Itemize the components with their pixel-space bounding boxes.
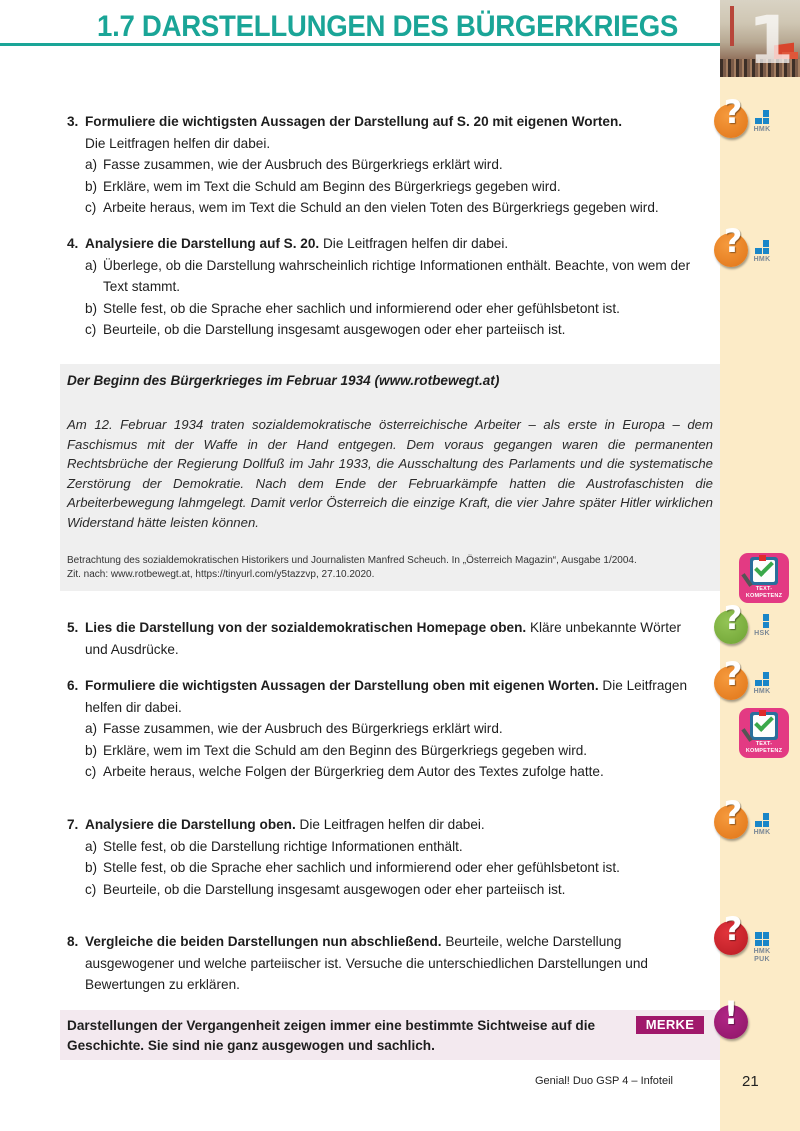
source-title: Der Beginn des Bürgerkrieges im Februar 1934 (www.rotbewegt.at) bbox=[67, 373, 500, 388]
subtask-text: Stelle fest, ob die Sprache eher sachlich und informierend oder eher gefühlsbetont ist. bbox=[103, 300, 620, 316]
competence-label: HMK bbox=[753, 256, 771, 263]
subtask-text: Überlege, ob die Darstellung wahrscheinlich richtige Informationen enthält. Beachte, von wem der Text stammt. bbox=[103, 257, 691, 294]
source-citation bbox=[67, 554, 713, 582]
question-glyph: ? bbox=[723, 93, 743, 131]
subtask-text: Stelle fest, ob die Darstellung richtige Informationen enthält. bbox=[103, 838, 463, 854]
task-instruction: Vergleiche die beiden Darstellungen nun abschließend. bbox=[85, 934, 442, 949]
exclamation-icon bbox=[714, 994, 748, 1039]
page-title: 1.7 DARSTELLUNGEN DES BÜRGERKRIEGS bbox=[97, 10, 679, 43]
subtask bbox=[67, 857, 707, 879]
question-icon bbox=[714, 222, 748, 267]
task-6 bbox=[67, 675, 707, 783]
subtask bbox=[67, 879, 707, 901]
question-icon bbox=[714, 910, 748, 955]
bookmark-icon bbox=[759, 555, 766, 561]
subtask bbox=[67, 718, 707, 740]
subtask-text: Beurteile, ob die Darstellung insgesamt ausgewogen oder eher parteiisch ist. bbox=[103, 881, 566, 897]
question-icon bbox=[714, 794, 748, 839]
task-note: Die Leitfragen helfen dir dabei. bbox=[299, 817, 485, 832]
subtask bbox=[67, 761, 707, 783]
subtask-text: Erkläre, wem im Text die Schuld am Beginn des Bürgerkriegs gegeben wird. bbox=[103, 178, 561, 194]
citation-line: Betrachtung des sozialdemokratischen Historikers und Journalisten Manfred Scheuch. In „Österreich Magazin“, Ausgabe 1/2004. bbox=[67, 555, 637, 566]
subtask-letter: c) bbox=[85, 200, 97, 215]
question-glyph: ? bbox=[723, 599, 743, 637]
subtask bbox=[67, 836, 707, 858]
competence-hmk-icon bbox=[745, 240, 779, 264]
competence-label: HMK bbox=[753, 829, 771, 836]
citation-line: Zit. nach: www.rotbewegt.at, https://tinyurl.com/y5tazzvp, 27.10.2020. bbox=[67, 569, 375, 580]
question-icon bbox=[714, 655, 748, 700]
text-competence-label: TEXT-KOMPETENZ bbox=[745, 586, 783, 599]
chapter-header-image bbox=[720, 0, 800, 77]
flag-pole-decoration bbox=[730, 6, 734, 46]
subtask bbox=[67, 255, 707, 298]
task-note: Die Leitfragen helfen dir dabei. bbox=[322, 236, 509, 251]
task-number: 5. bbox=[67, 620, 79, 635]
text-competence-icon bbox=[739, 553, 789, 603]
subtask-letter: a) bbox=[85, 838, 98, 854]
text-competence-label: TEXT-KOMPETENZ bbox=[745, 741, 783, 754]
subtask-text: Fasse zusammen, wie der Ausbruch des Bürgerkriegs erklärt wird. bbox=[103, 721, 503, 736]
competence-hsk-icon bbox=[745, 614, 779, 638]
subtask-text: Arbeite heraus, welche Folgen der Bürgerkrieg dem Autor des Textes zufolge hatte. bbox=[103, 764, 604, 779]
task-number: 7. bbox=[67, 817, 79, 832]
subtask-text: Erkläre, wem im Text die Schuld am den Beginn des Bürgerkriegs gegeben wird. bbox=[103, 742, 588, 758]
subtask-text: Arbeite heraus, wem im Text die Schuld an den vielen Toten des Bürgerkriegs gegeben wird. bbox=[103, 200, 659, 215]
question-icon bbox=[714, 599, 748, 644]
subtask-letter: c) bbox=[85, 322, 97, 337]
exclamation-glyph: ! bbox=[723, 994, 739, 1032]
task-instruction: Analysiere die Darstellung oben. bbox=[85, 817, 296, 832]
competence-label: HMK bbox=[753, 126, 771, 133]
competence-hmk-icon bbox=[745, 110, 779, 134]
footer-book-title: Genial! Duo GSP 4 – Infoteil bbox=[535, 1075, 673, 1087]
task-note: Die Leitfragen helfen dir dabei. bbox=[85, 135, 271, 151]
question-glyph: ? bbox=[723, 910, 743, 948]
task-instruction: Lies die Darstellung von der sozialdemokratischen Homepage oben. bbox=[85, 620, 527, 635]
subtask-text: Fasse zusammen, wie der Ausbruch des Bürgerkriegs erklärt wird. bbox=[103, 157, 503, 172]
source-text-box bbox=[60, 364, 720, 591]
subtask bbox=[67, 176, 707, 198]
subtask-letter: a) bbox=[85, 257, 98, 273]
competence-label: HSK bbox=[754, 630, 770, 637]
question-icon bbox=[714, 93, 748, 138]
subtask-letter: c) bbox=[85, 881, 97, 897]
competence-hmk-puk-icon bbox=[745, 932, 779, 964]
competence-hmk-icon bbox=[745, 672, 779, 696]
task-instruction: Formuliere die wichtigsten Aussagen der Darstellung oben mit eigenen Worten. bbox=[85, 678, 599, 693]
task-3 bbox=[67, 111, 707, 219]
task-4 bbox=[67, 233, 707, 341]
competence-label: HMK PUK bbox=[753, 948, 771, 963]
task-number: 8. bbox=[67, 934, 79, 949]
page-number: 21 bbox=[742, 1073, 759, 1090]
merke-text: Darstellungen der Vergangenheit zeigen immer eine bestimmte Sichtweise auf die Geschichte. Sie sind nie ganz ausgewogen und sachlich. bbox=[67, 1018, 596, 1053]
subtask-letter: a) bbox=[85, 157, 98, 172]
merke-label: MERKE bbox=[636, 1016, 704, 1034]
subtask bbox=[67, 319, 707, 341]
question-glyph: ? bbox=[723, 794, 743, 832]
task-5 bbox=[67, 617, 707, 660]
text-competence-icon bbox=[739, 708, 789, 758]
task-number: 4. bbox=[67, 236, 79, 251]
subtask-letter: b) bbox=[85, 300, 98, 316]
task-note: Beurteile, welche Darstellung ausgewogener und welche parteiischer ist. Versuche die unterschiedlichen Darstellungen und Bewertungen zu erklären. bbox=[85, 934, 648, 992]
task-8 bbox=[67, 931, 707, 996]
subtask-letter: a) bbox=[85, 721, 98, 736]
task-instruction: Formuliere die wichtigsten Aussagen der Darstellung auf S. 20 mit eigenen Worten. bbox=[85, 114, 623, 129]
task-note: Kläre unbekannte Wörter und Ausdrücke. bbox=[85, 620, 682, 657]
source-body: Am 12. Februar 1934 traten sozialdemokratische österreichische Arbeiter – als erste in Europa – dem Faschismus mit der Waffe in der Hand entgegen. Dem voraus gegangen waren die permanenten Rechtsbrüche der Regierung Dollfuß im Jahr 1933, die Ausschaltung des Parlaments und die systematische Zerstörung der Demokratie. Nach dem Ende der Februarkämpfe hatten die Austrofaschisten die Arbeiterbewegung lahmgelegt. Damit verlor Österreich die einzige Kraft, die vier Jahre später Hitler wirklichen Widerstand hätte leisten können. bbox=[67, 417, 713, 530]
bookmark-icon bbox=[759, 710, 766, 716]
subtask bbox=[67, 298, 707, 320]
task-7 bbox=[67, 814, 707, 900]
task-number: 3. bbox=[67, 114, 79, 129]
subtask-letter: c) bbox=[85, 764, 97, 779]
competence-label: HMK bbox=[753, 688, 771, 695]
subtask-text: Beurteile, ob die Darstellung insgesamt ausgewogen oder eher parteiisch ist. bbox=[103, 322, 566, 337]
subtask-letter: b) bbox=[85, 742, 98, 758]
subtask-letter: b) bbox=[85, 860, 98, 875]
subtask bbox=[67, 197, 707, 219]
task-number: 6. bbox=[67, 678, 79, 693]
subtask-text: Stelle fest, ob die Sprache eher sachlich und informierend oder eher gefühlsbetont ist. bbox=[103, 860, 620, 875]
subtask bbox=[67, 154, 707, 176]
competence-hmk-icon bbox=[745, 813, 779, 837]
question-glyph: ? bbox=[723, 655, 743, 693]
task-instruction: Analysiere die Darstellung auf S. 20. bbox=[85, 236, 320, 251]
merke-box bbox=[60, 1010, 720, 1060]
question-glyph: ? bbox=[723, 222, 743, 260]
chapter-number: 1 bbox=[748, 2, 794, 77]
task-note: Die Leitfragen helfen dir dabei. bbox=[85, 678, 688, 715]
subtask-letter: b) bbox=[85, 178, 98, 194]
subtask bbox=[67, 740, 707, 762]
